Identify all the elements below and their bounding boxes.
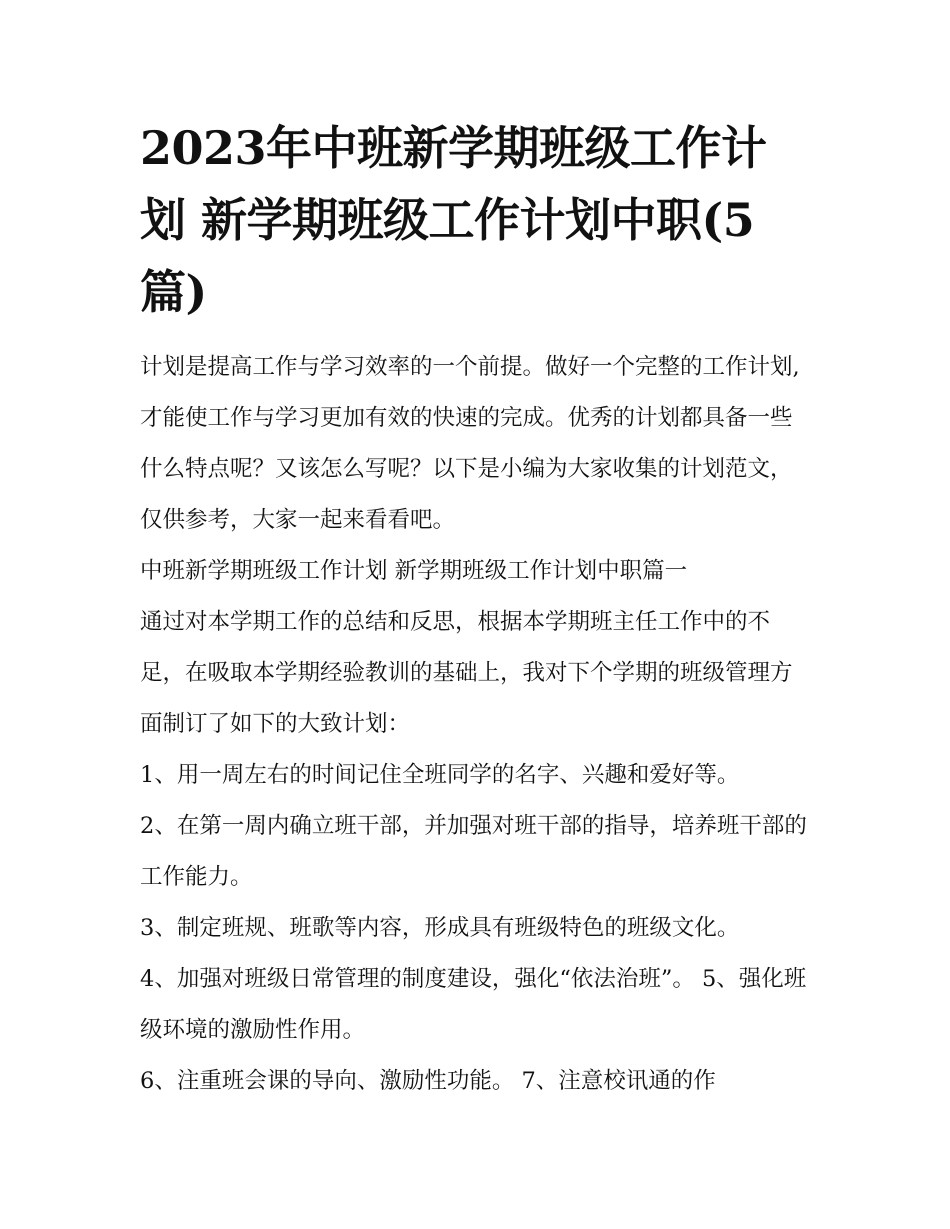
- document-body: [140, 342, 812, 1107]
- list-item: 2、在第一周内确立班干部，并加强对班干部的指导，培养班干部的工作能力。: [140, 813, 807, 890]
- document-title: 2023年中班新学期班级工作计划 新学期班级工作计划中职(5篇): [140, 121, 767, 319]
- list-item: 6、注重班会课的导向、激励性功能。 7、注意校讯通的作: [140, 1068, 716, 1094]
- list-item: 3、制定班规、班歌等内容，形成具有班级特色的班级文化。: [140, 915, 740, 941]
- body-paragraph: 通过对本学期工作的总结和反思，根据本学期班主任工作中的不足，在吸取本学期经验教训的基础上，我对下个学期的班级管理方面制订了如下的大致计划：: [140, 609, 793, 737]
- document-page: [140, 112, 812, 1107]
- list-item: 1、用一周左右的时间记住全班同学的名字、兴趣和爱好等。: [140, 762, 740, 788]
- intro-paragraph: 计划是提高工作与学习效率的一个前提。做好一个完整的工作计划,才能使工作与学习更加有效的快速的完成。优秀的计划都具备一些什么特点呢？又该怎么写呢？以下是小编为大家收集的计划范文，仅供参考，大家一起来看看吧。: [140, 354, 800, 533]
- list-item: 4、加强对班级日常管理的制度建设，强化“依法治班”。 5、强化班级环境的激励性作用。: [140, 966, 807, 1043]
- section-heading: 中班新学期班级工作计划 新学期班级工作计划中职篇一: [140, 558, 688, 584]
